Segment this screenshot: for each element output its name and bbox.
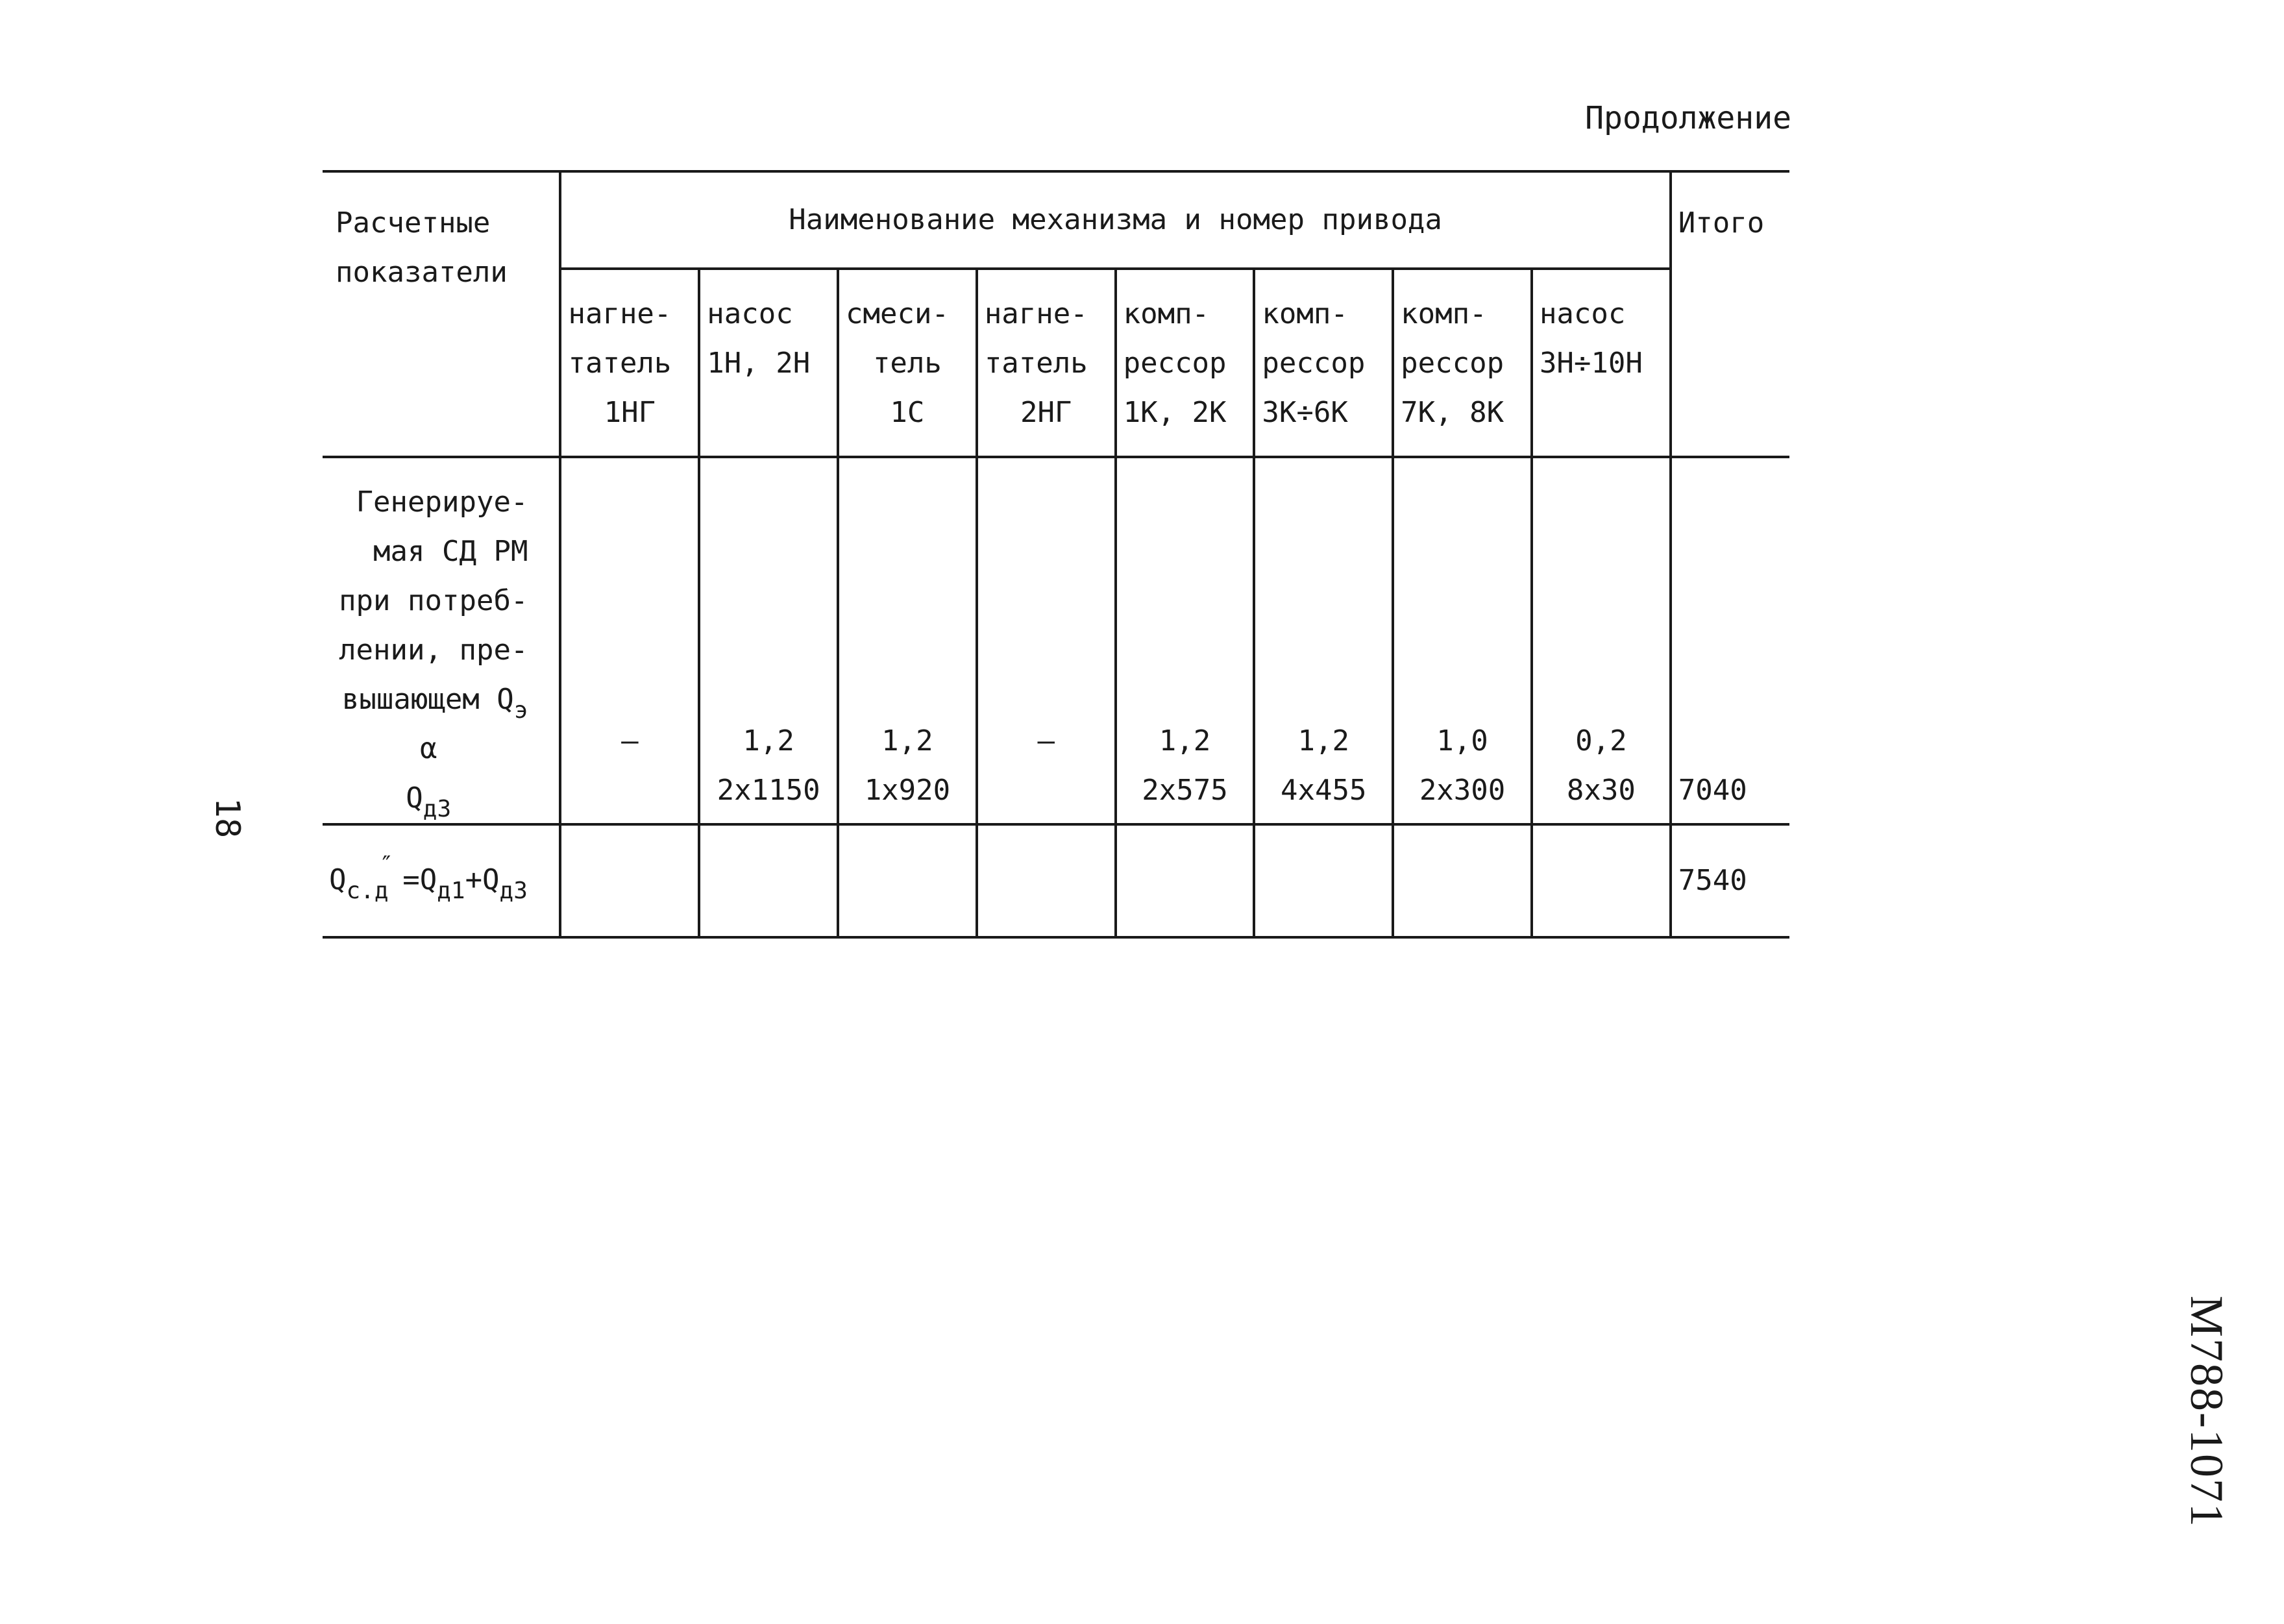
table-cell — [1254, 824, 1393, 937]
desc-line: лении, пре- — [339, 634, 528, 667]
header-row — [323, 171, 1789, 269]
mech-line: татель — [984, 347, 1088, 380]
table-cell — [699, 457, 838, 824]
mechanism-header — [1393, 269, 1532, 457]
page-number: 18 — [208, 797, 247, 839]
mechanism-header — [977, 269, 1116, 457]
mechanism-header — [838, 269, 977, 457]
data-table-wrapper — [323, 170, 1789, 939]
table-cell — [1393, 824, 1532, 937]
mech-line: татель — [568, 347, 672, 380]
col-label-header — [323, 171, 560, 457]
col-label-line: Расчетные — [336, 206, 491, 240]
mechanism-header — [1254, 269, 1393, 457]
formula-subscript: д1 — [437, 877, 465, 904]
q-value: 2х1150 — [717, 774, 820, 807]
q-main: Q — [406, 781, 423, 815]
desc-text: вышающем Q — [341, 683, 514, 716]
mech-line: 1Н, 2Н — [707, 347, 811, 380]
mech-line: насос — [707, 297, 793, 330]
q-value: 1х920 — [864, 774, 951, 807]
alpha-value: 1,2 — [881, 724, 933, 757]
mech-line: рессор — [1123, 347, 1227, 380]
formula-subscript: д3 — [499, 877, 528, 904]
mech-line: 2НГ — [1020, 396, 1072, 429]
table-row — [323, 824, 1789, 937]
table-row — [323, 457, 1789, 824]
mech-line: комп- — [1262, 297, 1348, 330]
desc-line: Генерируе- — [356, 486, 528, 519]
mech-line: смеси- — [846, 297, 949, 330]
data-table — [323, 170, 1789, 939]
col-label-line: показатели — [336, 256, 508, 289]
mech-line: 7К, 8К — [1401, 396, 1504, 429]
q-value — [985, 766, 1108, 815]
table-cell — [977, 457, 1116, 824]
table-cell — [699, 824, 838, 937]
formula-subscript: с.д — [346, 877, 389, 904]
continuation-label: Продолжение — [1585, 100, 1791, 136]
q-value: 2х300 — [1419, 774, 1506, 807]
alpha-value: 1,2 — [1297, 724, 1349, 757]
q-value: 2х575 — [1142, 774, 1228, 807]
q-label — [329, 774, 528, 823]
table-cell — [560, 457, 699, 824]
mech-line: 3К÷6К — [1262, 396, 1348, 429]
table-cell — [1116, 457, 1255, 824]
desc-line: мая СД РМ — [373, 535, 528, 568]
table-cell — [977, 824, 1116, 937]
total-header: Итого — [1671, 171, 1789, 457]
mech-line: 1НГ — [604, 396, 656, 429]
q-value: 8х30 — [1566, 774, 1636, 807]
total-cell: 7040 — [1671, 457, 1789, 824]
table-cell — [1393, 457, 1532, 824]
mechanism-group-header: Наименование механизма и номер привода — [560, 171, 1670, 269]
mech-line: рессор — [1262, 347, 1366, 380]
mechanism-header — [699, 269, 838, 457]
mech-line: тель — [872, 347, 942, 380]
alpha-value: 1,2 — [743, 724, 794, 757]
mech-line: рессор — [1401, 347, 1504, 380]
formula-part: =Q — [402, 863, 437, 896]
mechanism-header — [560, 269, 699, 457]
mech-line: комп- — [1123, 297, 1210, 330]
desc-line — [329, 675, 528, 724]
desc-subscript: э — [513, 697, 528, 724]
table-cell — [1532, 824, 1671, 937]
formula-part: Q — [329, 863, 347, 896]
desc-line: при потреб- — [339, 584, 528, 617]
table-cell — [1116, 824, 1255, 937]
alpha-value: – — [1037, 724, 1055, 757]
alpha-value: 0,2 — [1575, 724, 1627, 757]
q-value: 4х455 — [1281, 774, 1367, 807]
table-cell — [1532, 457, 1671, 824]
q-value — [568, 766, 691, 815]
total-cell: 7540 — [1671, 824, 1789, 937]
document-code: М788-1071 — [2181, 1296, 2233, 1528]
alpha-value: 1,0 — [1436, 724, 1488, 757]
mech-line: 3Н÷10Н — [1539, 347, 1643, 380]
table-cell — [560, 824, 699, 937]
mechanism-header — [1532, 269, 1671, 457]
row-description — [323, 457, 560, 824]
table-cell — [1254, 457, 1393, 824]
formula-part: +Q — [465, 863, 500, 896]
formula-prime: ″ — [379, 851, 394, 878]
mech-line: 1К, 2К — [1123, 396, 1227, 429]
table-cell — [838, 457, 977, 824]
mech-line: нагне- — [984, 297, 1088, 330]
q-subscript: д3 — [423, 796, 452, 822]
mechanism-header — [1116, 269, 1255, 457]
formula-cell — [323, 824, 560, 937]
table-cell — [838, 824, 977, 937]
mech-line: нагне- — [568, 297, 672, 330]
alpha-value: 1,2 — [1159, 724, 1211, 757]
mech-line: комп- — [1401, 297, 1487, 330]
mech-line: насос — [1539, 297, 1626, 330]
alpha-value: – — [621, 724, 639, 757]
mech-line: 1С — [890, 396, 925, 429]
alpha-label: α — [419, 732, 437, 765]
